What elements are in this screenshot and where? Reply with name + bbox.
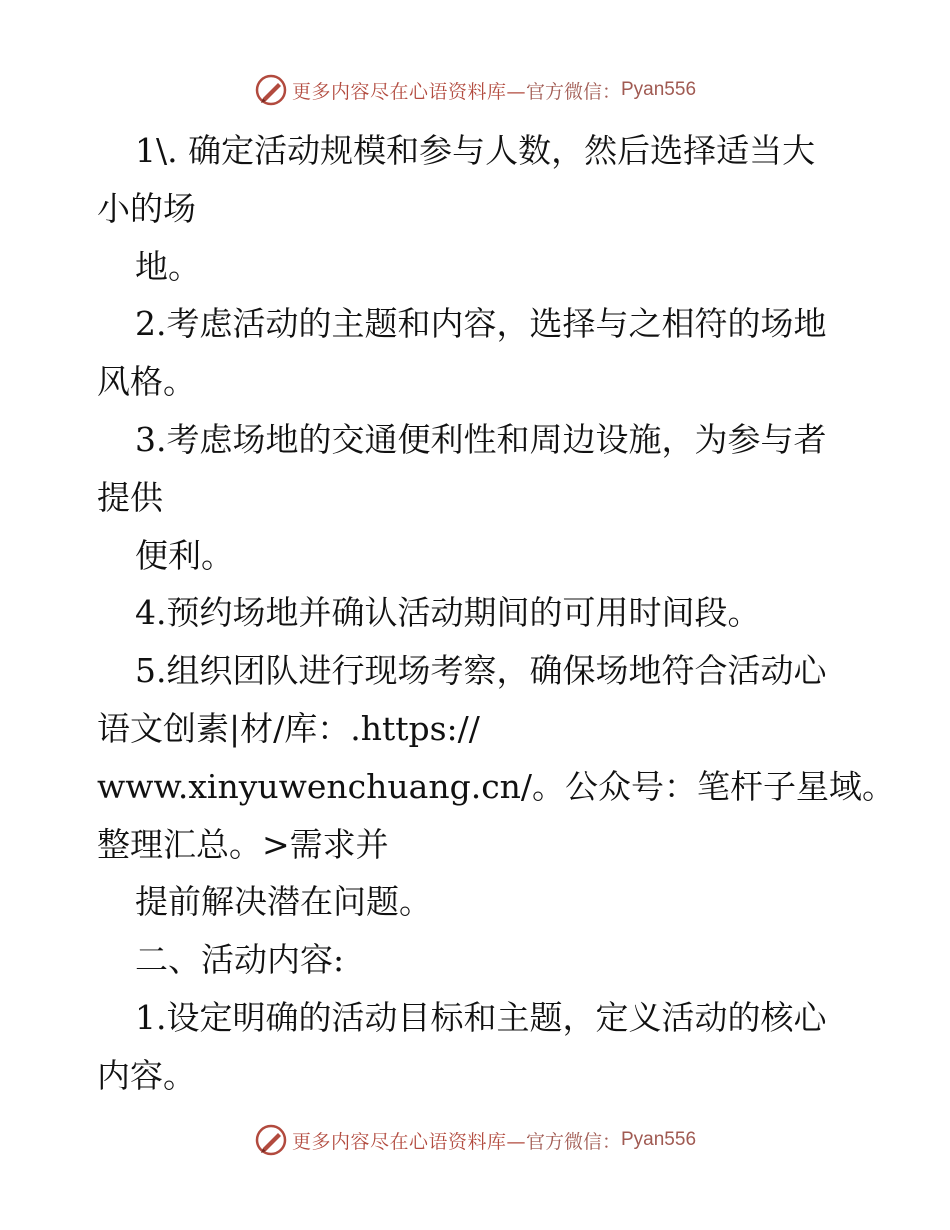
body-line: 地。 — [135, 246, 201, 286]
body-line: 5.组织团队进行现场考察，确保场地符合活动心 — [135, 651, 827, 691]
body-line: 语文创素|材/库：.https:// — [97, 708, 480, 748]
header-wechat-label: 官方微信： — [525, 80, 621, 103]
body-line: 便利。 — [135, 535, 234, 575]
body-line: 提供 — [97, 477, 163, 517]
document-body — [97, 122, 896, 1105]
pen-logo-icon — [254, 73, 288, 107]
body-line: 小的场 — [97, 188, 196, 228]
body-line: 内容。 — [97, 1055, 196, 1095]
header-banner — [0, 70, 950, 110]
body-line: 3.考虑场地的交通便利性和周边设施，为参与者 — [135, 419, 827, 459]
body-line: 2.考虑活动的主题和内容，选择与之相符的场地 — [135, 304, 827, 344]
body-line: 4.预约场地并确认活动期间的可用时间段。 — [135, 593, 761, 633]
body-line: 整理汇总。>需求并 — [97, 824, 389, 864]
header-wechat-id: Pyan556 — [621, 79, 697, 100]
body-line: 1.设定明确的活动目标和主题，定义活动的核心 — [135, 997, 827, 1037]
body-line: 提前解决潜在问题。 — [135, 882, 432, 922]
header-banner-text: 更多内容尽在心语资料库— — [291, 80, 526, 103]
footer-wechat-id: Pyan556 — [621, 1129, 697, 1150]
footer-banner-text: 更多内容尽在心语资料库— — [291, 1130, 526, 1153]
body-line: 风格。 — [97, 362, 196, 402]
body-line: 1\. 确定活动规模和参与人数，然后选择适当大 — [135, 131, 816, 170]
pen-logo-icon — [254, 1123, 288, 1157]
footer-wechat-label: 官方微信： — [525, 1130, 621, 1153]
body-line: www.xinyuwenchuang.cn/。公众号：笔杆子星域。 — [97, 766, 896, 806]
section-heading: 二、活动内容: — [135, 940, 345, 980]
footer-banner — [0, 1120, 950, 1160]
